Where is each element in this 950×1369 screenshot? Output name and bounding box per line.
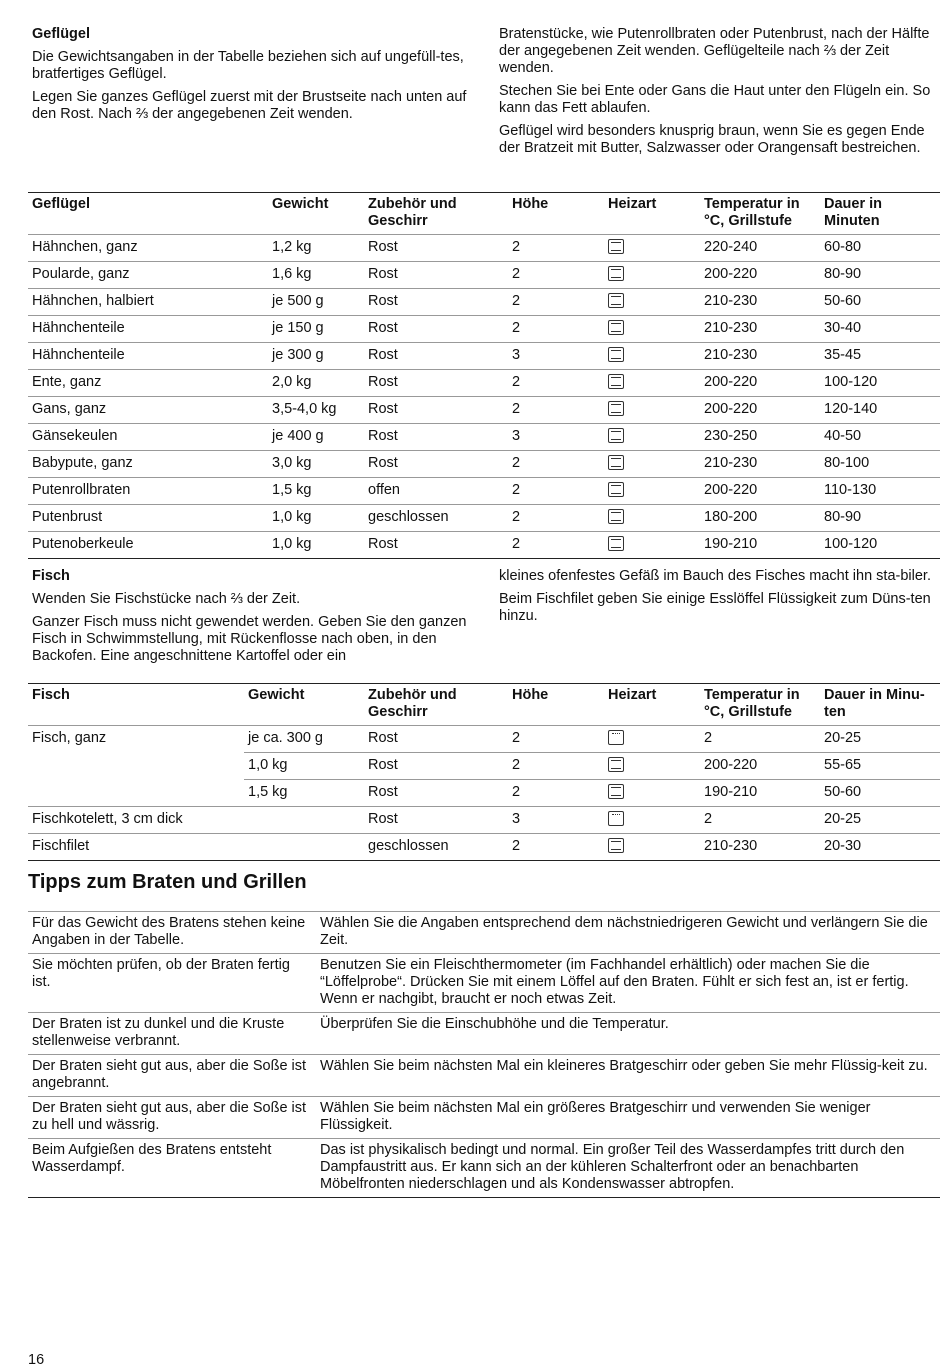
temperature-cell: 200-220 (700, 753, 820, 780)
tips-heading: Tipps zum Braten und Grillen (28, 871, 307, 893)
poultry-intro-left (32, 26, 472, 129)
poultry-table (28, 192, 940, 559)
temperature-cell: 190-210 (700, 780, 820, 807)
paragraph: Beim Fischfilet geben Sie einige Esslöffel Flüssigkeit zum Düns-ten hinzu. (499, 591, 931, 624)
table-row (28, 343, 940, 370)
name-cell: Putenrollbraten (28, 478, 268, 505)
name-cell: Hähnchen, halbiert (28, 289, 268, 316)
poultry-intro-right (499, 26, 940, 163)
top-bottom-heat-icon (608, 757, 624, 772)
weight-cell: 3,5-4,0 kg (268, 397, 364, 424)
level-cell: 2 (508, 397, 604, 424)
accessory-cell: Rost (364, 235, 508, 262)
column-header: Fisch (32, 687, 70, 703)
level-cell: 2 (508, 726, 604, 753)
column-header: Temperatur in °C, Grillstufe (704, 687, 800, 720)
accessory-cell: Rost (364, 753, 508, 780)
heating-mode-cell (604, 834, 700, 861)
top-bottom-heat-icon (608, 347, 624, 362)
name-cell: Putenbrust (28, 505, 268, 532)
top-bottom-heat-icon (608, 784, 624, 799)
table-row (28, 235, 940, 262)
tip-solution: Wählen Sie die Angaben entsprechend dem nächstniedrigeren Gewicht und verlängern Sie die Zeit. (316, 912, 940, 954)
tip-problem: Der Braten sieht gut aus, aber die Soße ist angebrannt. (28, 1055, 316, 1097)
name-cell: Babypute, ganz (28, 451, 268, 478)
name-cell: Ente, ganz (28, 370, 268, 397)
accessory-cell: Rost (364, 397, 508, 424)
weight-cell: 1,0 kg (268, 532, 364, 559)
top-bottom-heat-icon (608, 239, 624, 254)
duration-cell: 30-40 (820, 316, 940, 343)
weight-cell: 1,0 kg (244, 753, 364, 780)
accessory-cell: geschlossen (364, 834, 508, 861)
tip-solution: Benutzen Sie ein Fleischthermometer (im Fachhandel erhältlich) oder machen Sie die “Löffelprobe“. Drücken Sie mit einem Löffel auf den Braten. Fühlt er sich fest an, ist er fertig. Wenn er nachgibt, braucht er noch etwas Zeit. (316, 954, 940, 1013)
tips-row (28, 912, 940, 954)
name-cell: Poularde, ganz (28, 262, 268, 289)
heating-mode-cell (604, 424, 700, 451)
accessory-cell: offen (364, 478, 508, 505)
name-cell: Hähnchen, ganz (28, 235, 268, 262)
temperature-cell: 210-230 (700, 316, 820, 343)
top-bottom-heat-icon (608, 482, 624, 497)
name-cell: Gänsekeulen (28, 424, 268, 451)
column-header: Dauer in Minuten (824, 196, 883, 229)
duration-cell: 80-90 (820, 262, 940, 289)
table-row (28, 780, 940, 807)
tips-table (28, 911, 940, 1198)
heating-mode-cell (604, 478, 700, 505)
table-row (28, 532, 940, 559)
page-number: 16 (28, 1352, 45, 1368)
heating-mode-cell (604, 343, 700, 370)
heating-mode-cell (604, 289, 700, 316)
name-cell (28, 780, 244, 807)
grill-icon (608, 730, 624, 745)
temperature-cell: 210-230 (700, 834, 820, 861)
level-cell: 2 (508, 780, 604, 807)
temperature-cell: 200-220 (700, 370, 820, 397)
tips-row (28, 1013, 940, 1055)
heating-mode-cell (604, 753, 700, 780)
level-cell: 3 (508, 807, 604, 834)
duration-cell: 80-90 (820, 505, 940, 532)
duration-cell: 60-80 (820, 235, 940, 262)
level-cell: 2 (508, 753, 604, 780)
name-cell: Hähnchenteile (28, 316, 268, 343)
level-cell: 2 (508, 532, 604, 559)
temperature-cell: 200-220 (700, 262, 820, 289)
level-cell: 2 (508, 289, 604, 316)
heating-mode-cell (604, 532, 700, 559)
heating-mode-cell (604, 262, 700, 289)
duration-cell: 100-120 (820, 370, 940, 397)
top-bottom-heat-icon (608, 428, 624, 443)
column-header: Höhe (512, 196, 549, 212)
level-cell: 3 (508, 424, 604, 451)
accessory-cell: Rost (364, 424, 508, 451)
level-cell: 2 (508, 316, 604, 343)
tip-solution: Wählen Sie beim nächsten Mal ein größeres Bratgeschirr und verwenden Sie weniger Flüssigkeit. (316, 1097, 940, 1139)
name-cell: Hähnchenteile (28, 343, 268, 370)
duration-cell: 110-130 (820, 478, 940, 505)
top-bottom-heat-icon (608, 509, 624, 524)
level-cell: 2 (508, 505, 604, 532)
duration-cell: 20-25 (820, 807, 940, 834)
temperature-cell: 200-220 (700, 478, 820, 505)
tips-row (28, 954, 940, 1013)
table-row (28, 262, 940, 289)
accessory-cell: Rost (364, 780, 508, 807)
duration-cell: 20-25 (820, 726, 940, 753)
column-header: Heizart (608, 196, 657, 212)
table-row (28, 370, 940, 397)
heating-mode-cell (604, 370, 700, 397)
top-bottom-heat-icon (608, 536, 624, 551)
paragraph: Legen Sie ganzes Geflügel zuerst mit der Brustseite nach unten auf den Rost. Nach ⅔ der angegebenen Zeit wenden. (32, 89, 467, 122)
header-row (28, 684, 940, 726)
top-bottom-heat-icon (608, 455, 624, 470)
weight-cell (244, 807, 364, 834)
level-cell: 2 (508, 451, 604, 478)
duration-cell: 100-120 (820, 532, 940, 559)
column-header: Zubehör und Geschirr (368, 687, 457, 720)
duration-cell: 40-50 (820, 424, 940, 451)
table-row (28, 289, 940, 316)
paragraph: kleines ofenfestes Gefäß im Bauch des Fisches macht ihn sta-biler. (499, 568, 931, 584)
accessory-cell: Rost (364, 807, 508, 834)
column-header: Gewicht (272, 196, 329, 212)
top-bottom-heat-icon (608, 838, 624, 853)
duration-cell: 50-60 (820, 780, 940, 807)
weight-cell: 1,0 kg (268, 505, 364, 532)
name-cell: Gans, ganz (28, 397, 268, 424)
accessory-cell: Rost (364, 532, 508, 559)
weight-cell: je 300 g (268, 343, 364, 370)
level-cell: 2 (508, 235, 604, 262)
weight-cell: 2,0 kg (268, 370, 364, 397)
tip-problem: Beim Aufgießen des Bratens entsteht Wasserdampf. (28, 1139, 316, 1198)
tip-solution: Das ist physikalisch bedingt und normal. Ein großer Teil des Wasserdampfes tritt durch den Dampfaustritt aus. Er kann sich an der kühleren Schalterfront oder an benachbarten Möbelfronten niederschlagen und als Kondenswasser abtropfen. (316, 1139, 940, 1198)
duration-cell: 120-140 (820, 397, 940, 424)
tip-problem: Sie möchten prüfen, ob der Braten fertig ist. (28, 954, 316, 1013)
heating-mode-cell (604, 780, 700, 807)
paragraph: Geflügel wird besonders knusprig braun, wenn Sie es gegen Ende der Bratzeit mit Butter, Salzwasser oder Orangensaft bestreichen. (499, 123, 925, 156)
table-row (28, 424, 940, 451)
top-bottom-heat-icon (608, 320, 624, 335)
temperature-cell: 2 (700, 807, 820, 834)
temperature-cell: 210-230 (700, 343, 820, 370)
duration-cell: 55-65 (820, 753, 940, 780)
tip-problem: Der Braten ist zu dunkel und die Kruste stellenweise verbrannt. (28, 1013, 316, 1055)
paragraph: Die Gewichtsangaben in der Tabelle beziehen sich auf ungefüll-tes, bratfertiges Geflügel. (32, 49, 464, 82)
weight-cell: je 400 g (268, 424, 364, 451)
weight-cell: 1,5 kg (268, 478, 364, 505)
name-cell: Fisch, ganz (28, 726, 244, 753)
tips-row (28, 1055, 940, 1097)
level-cell: 2 (508, 370, 604, 397)
temperature-cell: 200-220 (700, 397, 820, 424)
column-header: Dauer in Minu-ten (824, 687, 925, 720)
heating-mode-cell (604, 397, 700, 424)
table-row (28, 451, 940, 478)
heating-mode-cell (604, 505, 700, 532)
accessory-cell: geschlossen (364, 505, 508, 532)
accessory-cell: Rost (364, 262, 508, 289)
heating-mode-cell (604, 726, 700, 753)
weight-cell: 1,5 kg (244, 780, 364, 807)
tips-row (28, 1139, 940, 1198)
fish-intro-right (499, 568, 940, 631)
temperature-cell: 2 (700, 726, 820, 753)
temperature-cell: 210-230 (700, 451, 820, 478)
tip-solution: Überprüfen Sie die Einschubhöhe und die Temperatur. (316, 1013, 940, 1055)
level-cell: 2 (508, 834, 604, 861)
accessory-cell: Rost (364, 316, 508, 343)
top-bottom-heat-icon (608, 374, 624, 389)
top-bottom-heat-icon (608, 401, 624, 416)
accessory-cell: Rost (364, 370, 508, 397)
temperature-cell: 190-210 (700, 532, 820, 559)
level-cell: 2 (508, 478, 604, 505)
name-cell: Fischfilet (28, 834, 244, 861)
tips-row (28, 1097, 940, 1139)
paragraph: Bratenstücke, wie Putenrollbraten oder Putenbrust, nach der Hälfte der angegebenen Zeit wenden. Geflügelteile nach ⅔ der Zeit wenden. (499, 26, 930, 76)
table-row (28, 726, 940, 753)
heating-mode-cell (604, 807, 700, 834)
accessory-cell: Rost (364, 343, 508, 370)
temperature-cell: 230-250 (700, 424, 820, 451)
name-cell (28, 753, 244, 780)
temperature-cell: 220-240 (700, 235, 820, 262)
temperature-cell: 180-200 (700, 505, 820, 532)
heating-mode-cell (604, 235, 700, 262)
level-cell: 2 (508, 262, 604, 289)
duration-cell: 35-45 (820, 343, 940, 370)
name-cell: Fischkotelett, 3 cm dick (28, 807, 244, 834)
duration-cell: 50-60 (820, 289, 940, 316)
table-row (28, 753, 940, 780)
table-row (28, 505, 940, 532)
top-bottom-heat-icon (608, 293, 624, 308)
table-row (28, 316, 940, 343)
table-row (28, 807, 940, 834)
weight-cell: je 500 g (268, 289, 364, 316)
weight-cell: 1,6 kg (268, 262, 364, 289)
heating-mode-cell (604, 316, 700, 343)
column-header: Gewicht (248, 687, 305, 703)
tip-problem: Für das Gewicht des Bratens stehen keine Angaben in der Tabelle. (28, 912, 316, 954)
duration-cell: 20-30 (820, 834, 940, 861)
name-cell: Putenoberkeule (28, 532, 268, 559)
paragraph: Ganzer Fisch muss nicht gewendet werden. Geben Sie den ganzen Fisch in Schwimmstellung, mit Rückenflosse nach oben, in den Backofen. Eine angeschnittene Kartoffel oder ein (32, 614, 467, 664)
column-header: Geflügel (32, 196, 91, 212)
paragraph: Stechen Sie bei Ente oder Gans die Haut unter den Flügeln ein. So kann das Fett ablaufen. (499, 83, 931, 116)
level-cell: 3 (508, 343, 604, 370)
poultry-heading: Geflügel (32, 26, 91, 42)
duration-cell: 80-100 (820, 451, 940, 478)
accessory-cell: Rost (364, 451, 508, 478)
table-row (28, 397, 940, 424)
fish-heading: Fisch (32, 568, 70, 584)
column-header: Heizart (608, 687, 657, 703)
table-row (28, 478, 940, 505)
grill-icon (608, 811, 624, 826)
paragraph: Wenden Sie Fischstücke nach ⅔ der Zeit. (32, 591, 301, 607)
tip-problem: Der Braten sieht gut aus, aber die Soße ist zu hell und wässrig. (28, 1097, 316, 1139)
weight-cell (244, 834, 364, 861)
fish-intro-left (32, 568, 472, 671)
header-row (28, 193, 940, 235)
weight-cell: je 150 g (268, 316, 364, 343)
table-row (28, 834, 940, 861)
weight-cell: je ca. 300 g (244, 726, 364, 753)
top-bottom-heat-icon (608, 266, 624, 281)
fish-table (28, 683, 940, 861)
weight-cell: 3,0 kg (268, 451, 364, 478)
column-header: Temperatur in °C, Grillstufe (704, 196, 800, 229)
weight-cell: 1,2 kg (268, 235, 364, 262)
temperature-cell: 210-230 (700, 289, 820, 316)
column-header: Höhe (512, 687, 549, 703)
tip-solution: Wählen Sie beim nächsten Mal ein kleineres Bratgeschirr oder geben Sie mehr Flüssig-keit zu. (316, 1055, 940, 1097)
accessory-cell: Rost (364, 726, 508, 753)
accessory-cell: Rost (364, 289, 508, 316)
column-header: Zubehör und Geschirr (368, 196, 457, 229)
heating-mode-cell (604, 451, 700, 478)
